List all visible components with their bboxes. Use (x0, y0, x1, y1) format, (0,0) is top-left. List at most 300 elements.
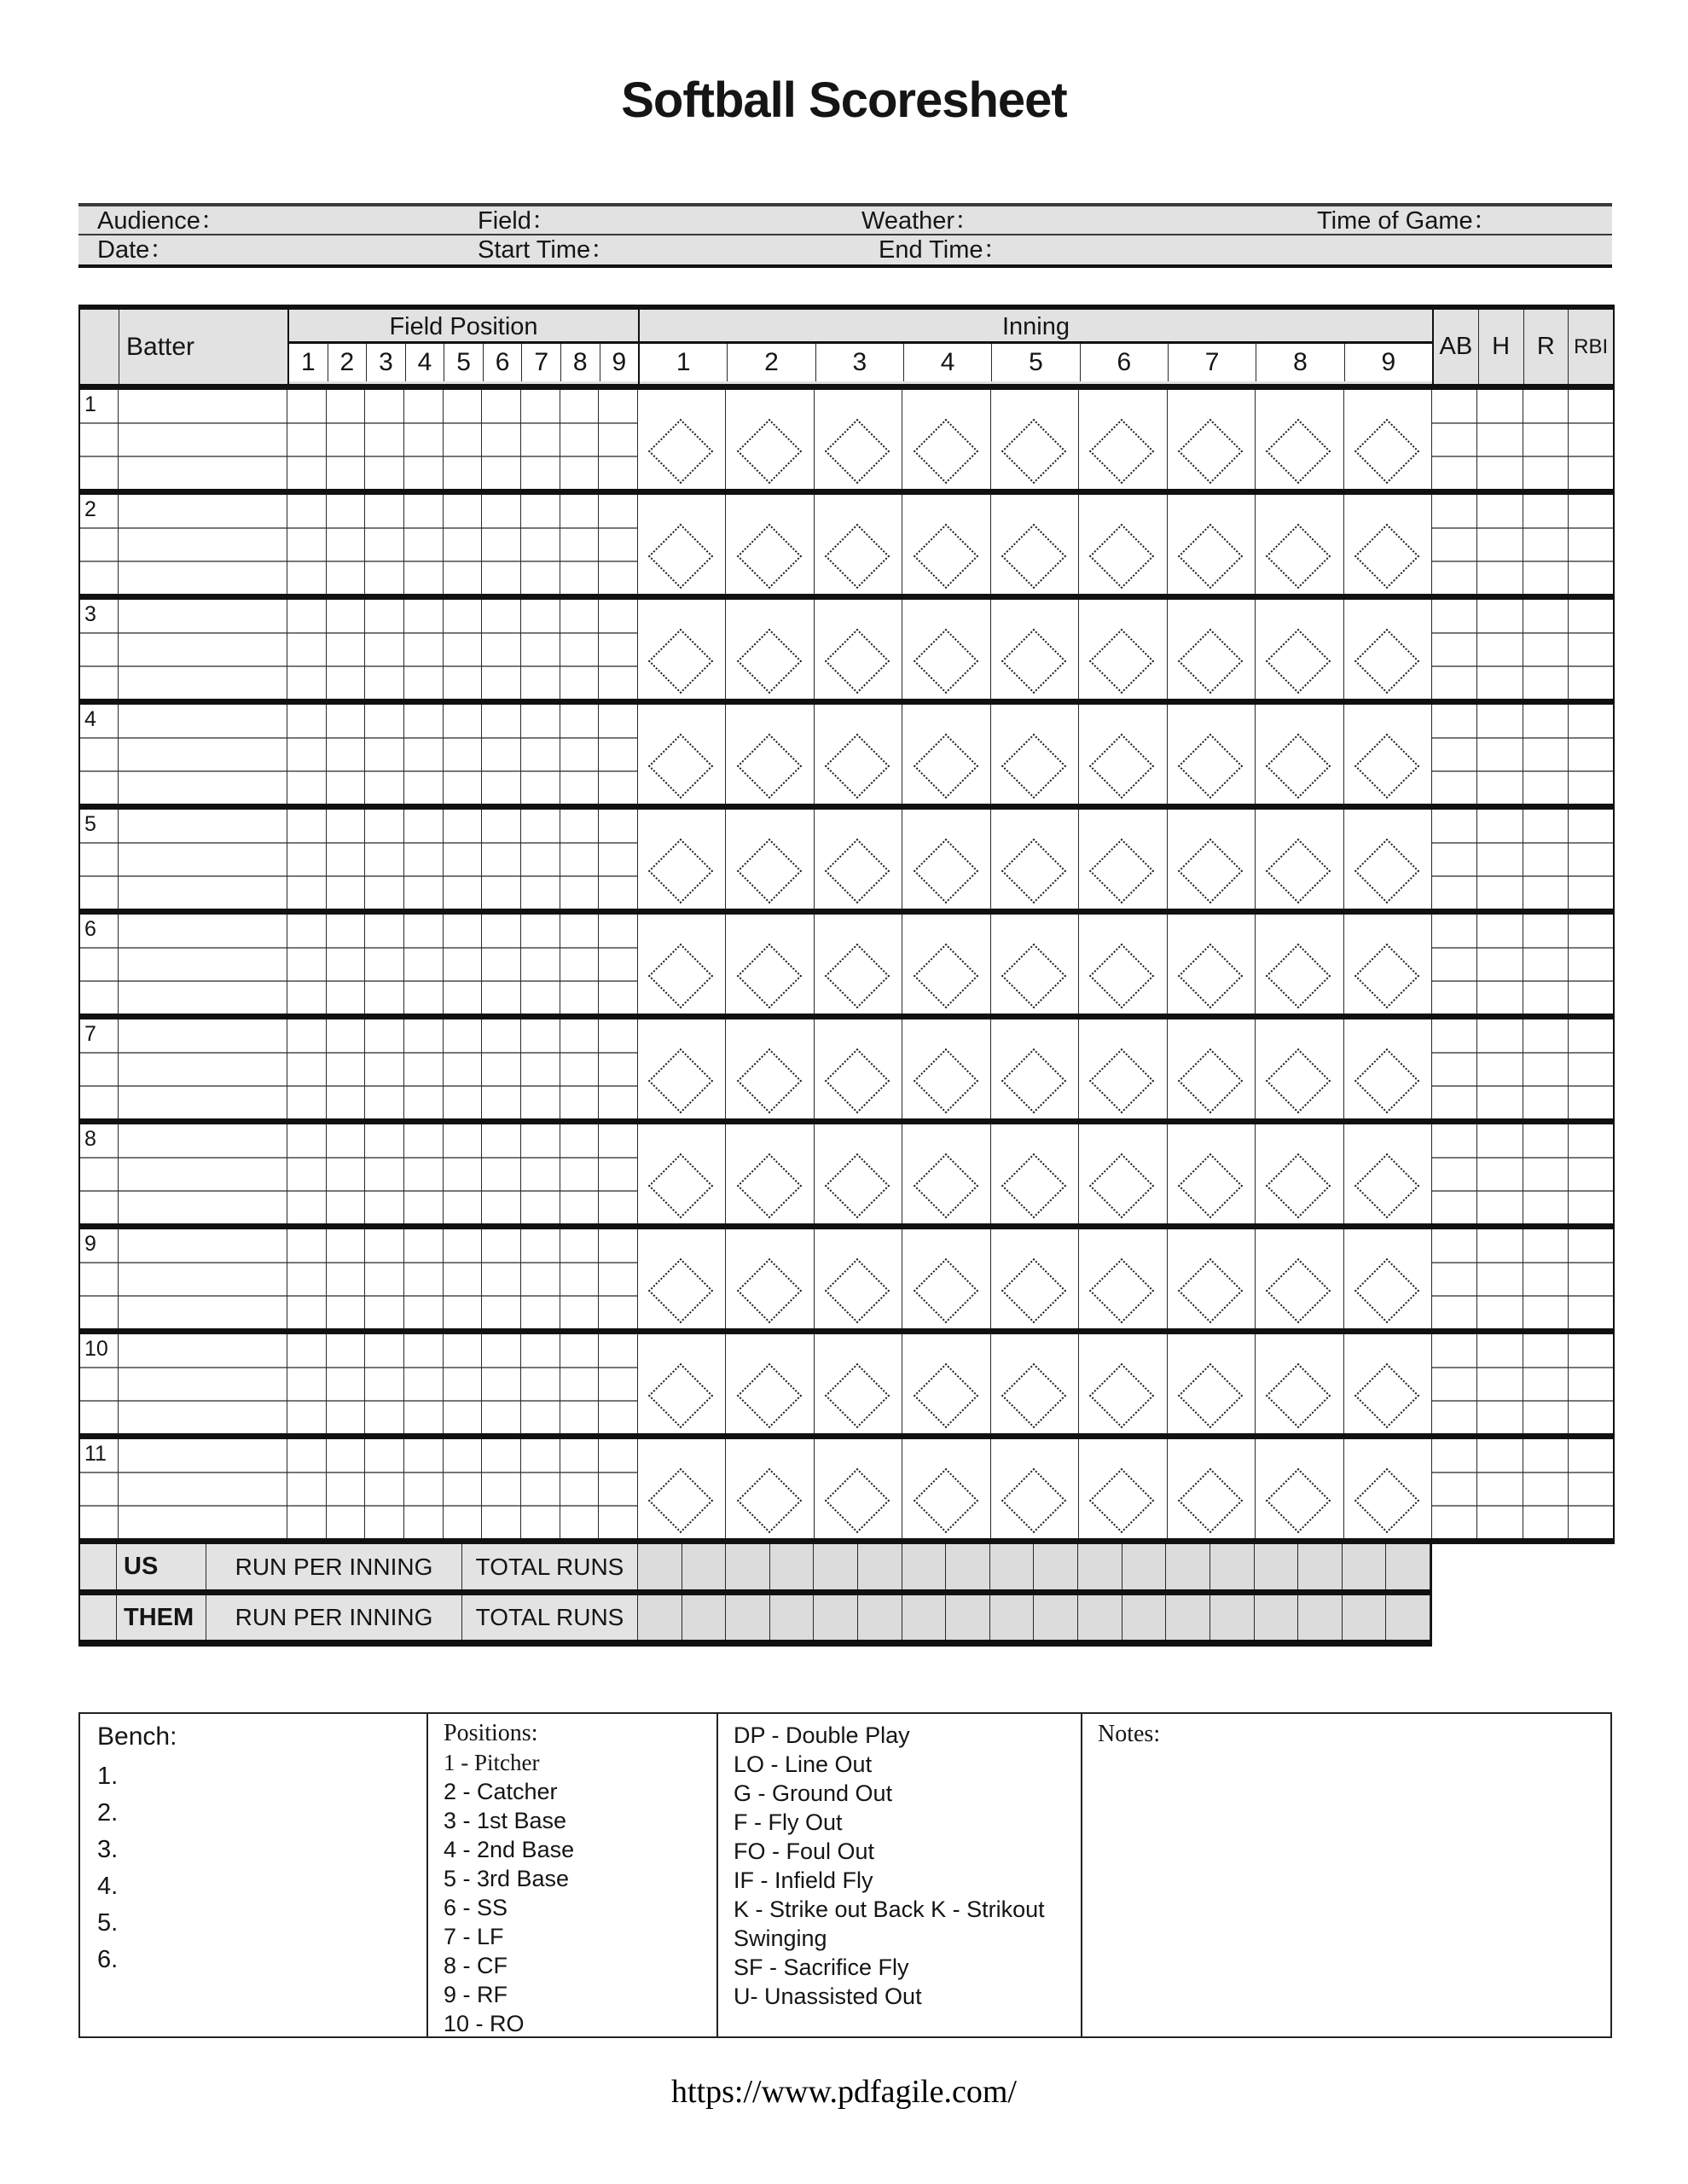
stat-cell-r[interactable] (1523, 1439, 1569, 1538)
inning-cell[interactable] (726, 705, 814, 804)
batter-name-cell[interactable] (119, 1124, 287, 1223)
field-position-cell[interactable] (444, 1439, 483, 1538)
batter-name-cell[interactable] (119, 810, 287, 909)
stat-cell-ab[interactable] (1432, 705, 1477, 804)
field-position-cell[interactable] (287, 810, 327, 909)
run-cell[interactable] (1298, 1544, 1343, 1589)
run-cell[interactable] (1078, 1595, 1122, 1640)
field-position-cell[interactable] (327, 1229, 366, 1328)
inning-cell[interactable] (1256, 705, 1343, 804)
batter-name-cell[interactable] (119, 1019, 287, 1118)
inning-cell[interactable] (726, 495, 814, 594)
field-position-cell[interactable] (287, 495, 327, 594)
inning-cell[interactable] (991, 915, 1079, 1014)
stat-cell-rbi[interactable] (1569, 1334, 1613, 1433)
inning-cell[interactable] (726, 600, 814, 699)
field-position-cell[interactable] (327, 810, 366, 909)
stat-cell-rbi[interactable] (1569, 1229, 1613, 1328)
field-position-cell[interactable] (521, 495, 560, 594)
stat-cell-ab[interactable] (1432, 600, 1477, 699)
stat-cell-h[interactable] (1477, 705, 1523, 804)
field-position-cell[interactable] (560, 1124, 600, 1223)
field-position-cell[interactable] (560, 810, 600, 909)
inning-cell[interactable] (815, 600, 902, 699)
field-position-cell[interactable] (404, 1334, 444, 1433)
field-position-cell[interactable] (560, 1439, 600, 1538)
field-position-cell[interactable] (444, 1229, 483, 1328)
inning-cell[interactable] (726, 1019, 814, 1118)
run-cell[interactable] (726, 1544, 770, 1589)
field-position-cell[interactable] (365, 1124, 404, 1223)
field-position-cell[interactable] (599, 810, 638, 909)
field-position-cell[interactable] (404, 495, 444, 594)
inning-cell[interactable] (638, 390, 726, 489)
inning-cell[interactable] (638, 810, 726, 909)
inning-cell[interactable] (1168, 600, 1256, 699)
field-position-cell[interactable] (521, 390, 560, 489)
inning-cell[interactable] (1168, 1439, 1256, 1538)
inning-cell[interactable] (902, 1439, 990, 1538)
field-position-cell[interactable] (404, 1124, 444, 1223)
field-position-cell[interactable] (404, 915, 444, 1014)
field-position-cell[interactable] (327, 915, 366, 1014)
inning-cell[interactable] (902, 705, 990, 804)
stat-cell-r[interactable] (1523, 810, 1569, 909)
stat-cell-r[interactable] (1523, 390, 1569, 489)
run-cell[interactable] (858, 1595, 902, 1640)
run-cell[interactable] (946, 1544, 990, 1589)
inning-cell[interactable] (902, 810, 990, 909)
field-position-cell[interactable] (444, 1019, 483, 1118)
field-position-cell[interactable] (482, 1334, 521, 1433)
field-position-cell[interactable] (560, 495, 600, 594)
inning-cell[interactable] (1079, 915, 1167, 1014)
run-cell[interactable] (682, 1595, 727, 1640)
field-position-cell[interactable] (599, 705, 638, 804)
inning-cell[interactable] (902, 600, 990, 699)
batter-name-cell[interactable] (119, 915, 287, 1014)
inning-cell[interactable] (1256, 1019, 1343, 1118)
inning-cell[interactable] (1079, 1124, 1167, 1223)
inning-cell[interactable] (1079, 390, 1167, 489)
field-position-cell[interactable] (599, 600, 638, 699)
bench-item[interactable]: 2. (97, 1799, 119, 1827)
inning-cell[interactable] (991, 1019, 1079, 1118)
stat-cell-h[interactable] (1477, 1019, 1523, 1118)
inning-cell[interactable] (815, 1439, 902, 1538)
run-cell[interactable] (1210, 1544, 1255, 1589)
inning-cell[interactable] (726, 810, 814, 909)
stat-cell-rbi[interactable] (1569, 1439, 1613, 1538)
field-position-cell[interactable] (444, 915, 483, 1014)
bench-item[interactable]: 6. (97, 1946, 119, 1973)
stat-cell-h[interactable] (1477, 600, 1523, 699)
inning-cell[interactable] (815, 915, 902, 1014)
inning-cell[interactable] (726, 1439, 814, 1538)
run-cell[interactable] (946, 1595, 990, 1640)
inning-cell[interactable] (638, 915, 726, 1014)
run-cell[interactable] (1298, 1595, 1343, 1640)
run-cell[interactable] (1166, 1595, 1210, 1640)
field-position-cell[interactable] (599, 390, 638, 489)
field-position-cell[interactable] (482, 390, 521, 489)
inning-cell[interactable] (1344, 495, 1432, 594)
inning-cell[interactable] (815, 705, 902, 804)
inning-cell[interactable] (1168, 705, 1256, 804)
field-position-cell[interactable] (521, 1229, 560, 1328)
stat-cell-r[interactable] (1523, 600, 1569, 699)
field-position-cell[interactable] (365, 600, 404, 699)
field-position-cell[interactable] (287, 915, 327, 1014)
stat-cell-h[interactable] (1477, 1439, 1523, 1538)
field-position-cell[interactable] (560, 1229, 600, 1328)
field-position-cell[interactable] (444, 705, 483, 804)
inning-cell[interactable] (638, 1439, 726, 1538)
batter-name-cell[interactable] (119, 495, 287, 594)
field-position-cell[interactable] (327, 600, 366, 699)
stat-cell-ab[interactable] (1432, 915, 1477, 1014)
run-cell[interactable] (814, 1595, 858, 1640)
run-cell[interactable] (858, 1544, 902, 1589)
field-position-cell[interactable] (560, 600, 600, 699)
inning-cell[interactable] (902, 390, 990, 489)
batter-number-cell: 8 (80, 1124, 119, 1223)
inning-cell[interactable] (638, 1124, 726, 1223)
field-position-cell[interactable] (365, 1229, 404, 1328)
field-position-cell[interactable] (482, 600, 521, 699)
inning-cell[interactable] (726, 1334, 814, 1433)
stat-cell-r[interactable] (1523, 1124, 1569, 1223)
inning-cell[interactable] (1344, 705, 1432, 804)
field-position-cell[interactable] (599, 495, 638, 594)
run-cell[interactable] (1166, 1544, 1210, 1589)
inning-cell[interactable] (991, 495, 1079, 594)
run-cell[interactable] (682, 1544, 727, 1589)
inning-cell[interactable] (1079, 1439, 1167, 1538)
inning-cell[interactable] (991, 1229, 1079, 1328)
inning-cell[interactable] (638, 1019, 726, 1118)
field-position-cell[interactable] (521, 915, 560, 1014)
inning-cell[interactable] (1256, 1439, 1343, 1538)
run-cell[interactable] (1078, 1544, 1122, 1589)
inning-cell[interactable] (638, 1334, 726, 1433)
stat-cell-rbi[interactable] (1569, 495, 1613, 594)
run-cell[interactable] (1343, 1595, 1387, 1640)
field-position-cell[interactable] (365, 915, 404, 1014)
run-cell[interactable] (726, 1595, 770, 1640)
inning-cell[interactable] (902, 915, 990, 1014)
field-position-cell[interactable] (444, 1334, 483, 1433)
field-position-cell[interactable] (327, 1019, 366, 1118)
inning-cell[interactable] (902, 1229, 990, 1328)
inning-cell[interactable] (1344, 1019, 1432, 1118)
field-position-cell[interactable] (482, 1124, 521, 1223)
inning-cell[interactable] (902, 1124, 990, 1223)
inning-cell[interactable] (991, 390, 1079, 489)
inning-cell[interactable] (815, 810, 902, 909)
run-cell[interactable] (638, 1595, 682, 1640)
field-position-cell[interactable] (444, 390, 483, 489)
stat-cell-r[interactable] (1523, 1019, 1569, 1118)
run-cell[interactable] (1034, 1544, 1078, 1589)
inning-cell[interactable] (1344, 1334, 1432, 1433)
field-position-cell[interactable] (287, 705, 327, 804)
stat-cell-ab[interactable] (1432, 390, 1477, 489)
field-position-cell[interactable] (404, 1439, 444, 1538)
field-position-cell[interactable] (599, 915, 638, 1014)
batter-name-cell[interactable] (119, 705, 287, 804)
run-cell[interactable] (1255, 1544, 1299, 1589)
run-cell[interactable] (902, 1544, 947, 1589)
stat-cell-h[interactable] (1477, 1229, 1523, 1328)
stat-cell-ab[interactable] (1432, 1439, 1477, 1538)
inning-cell[interactable] (1168, 495, 1256, 594)
inning-cell[interactable] (1344, 1439, 1432, 1538)
field-position-cell[interactable] (560, 390, 600, 489)
inning-cell[interactable] (1344, 810, 1432, 909)
inning-cell[interactable] (1168, 390, 1256, 489)
run-cell[interactable] (770, 1544, 815, 1589)
run-cell[interactable] (1122, 1544, 1167, 1589)
field-position-cell[interactable] (365, 1439, 404, 1538)
field-position-cell[interactable] (287, 1439, 327, 1538)
inning-cell[interactable] (902, 1334, 990, 1433)
position-item: 5 - 3rd Base (444, 1866, 570, 1891)
inning-cell[interactable] (1079, 705, 1167, 804)
field-position-cell[interactable] (482, 1019, 521, 1118)
inning-cell[interactable] (815, 1124, 902, 1223)
inning-cell[interactable] (1344, 390, 1432, 489)
stat-cell-r[interactable] (1523, 1229, 1569, 1328)
stat-cell-ab[interactable] (1432, 1229, 1477, 1328)
field-position-cell[interactable] (365, 810, 404, 909)
field-position-cell[interactable] (599, 1439, 638, 1538)
stat-cell-rbi[interactable] (1569, 600, 1613, 699)
inning-cell[interactable] (1168, 1019, 1256, 1118)
run-cell[interactable] (1122, 1595, 1167, 1640)
stat-cell-r[interactable] (1523, 1334, 1569, 1433)
inning-cell[interactable] (1256, 915, 1343, 1014)
field-position-cell[interactable] (482, 1439, 521, 1538)
stat-cell-h[interactable] (1477, 1334, 1523, 1433)
field-position-cell[interactable] (521, 1019, 560, 1118)
field-position-cell[interactable] (287, 1229, 327, 1328)
inning-cell[interactable] (815, 1019, 902, 1118)
inning-cell[interactable] (1344, 1229, 1432, 1328)
field-position-cell[interactable] (444, 600, 483, 699)
field-position-cell[interactable] (365, 1334, 404, 1433)
stat-cell-h[interactable] (1477, 1124, 1523, 1223)
field-position-cell[interactable] (482, 915, 521, 1014)
inning-cell[interactable] (726, 1229, 814, 1328)
stat-cell-r[interactable] (1523, 705, 1569, 804)
inning-cell[interactable] (1079, 1019, 1167, 1118)
field-position-cell[interactable] (444, 495, 483, 594)
field-position-cell[interactable] (327, 390, 366, 489)
field-position-cell[interactable] (599, 1124, 638, 1223)
inning-cell[interactable] (1256, 1124, 1343, 1223)
inning-cell[interactable] (815, 1229, 902, 1328)
field-position-cell[interactable] (365, 495, 404, 594)
inning-cell[interactable] (1079, 600, 1167, 699)
inning-cell[interactable] (815, 1334, 902, 1433)
inning-cell[interactable] (1079, 495, 1167, 594)
field-position-cell[interactable] (365, 705, 404, 804)
inning-cell[interactable] (1168, 915, 1256, 1014)
inning-cell[interactable] (1168, 1229, 1256, 1328)
field-position-cell[interactable] (327, 1334, 366, 1433)
field-position-cell[interactable] (521, 600, 560, 699)
field-position-cell[interactable] (560, 705, 600, 804)
field-position-cell[interactable] (521, 705, 560, 804)
inning-cell[interactable] (1079, 1229, 1167, 1328)
run-cell[interactable] (990, 1544, 1035, 1589)
inning-cell[interactable] (1256, 1229, 1343, 1328)
field-position-cell[interactable] (521, 1124, 560, 1223)
batter-name-cell[interactable] (119, 390, 287, 489)
run-cell[interactable] (1034, 1595, 1078, 1640)
batter-name-cell[interactable] (119, 1334, 287, 1433)
bench-item[interactable]: 4. (97, 1873, 119, 1900)
inning-cell[interactable] (726, 1124, 814, 1223)
bench-item[interactable]: 3. (97, 1836, 119, 1863)
inning-cell[interactable] (991, 810, 1079, 909)
stat-cell-rbi[interactable] (1569, 810, 1613, 909)
field-position-cell[interactable] (521, 810, 560, 909)
inning-cell[interactable] (1079, 1334, 1167, 1433)
inning-cell[interactable] (1256, 600, 1343, 699)
field-position-cell[interactable] (365, 390, 404, 489)
inning-cell[interactable] (638, 1229, 726, 1328)
batter-name-cell[interactable] (119, 600, 287, 699)
field-position-cell[interactable] (482, 495, 521, 594)
batter-name-cell[interactable] (119, 1229, 287, 1328)
inning-cell[interactable] (1256, 810, 1343, 909)
field-position-cell[interactable] (521, 1334, 560, 1433)
inning-cell[interactable] (991, 600, 1079, 699)
field-position-cell[interactable] (599, 1019, 638, 1118)
inning-cell[interactable] (991, 1124, 1079, 1223)
inning-cell[interactable] (991, 1334, 1079, 1433)
field-position-cell[interactable] (327, 1439, 366, 1538)
stat-cell-ab[interactable] (1432, 1019, 1477, 1118)
run-cell[interactable] (990, 1595, 1035, 1640)
field-position-cell[interactable] (444, 1124, 483, 1223)
stat-cell-h[interactable] (1477, 915, 1523, 1014)
inning-cell[interactable] (1256, 390, 1343, 489)
run-cell[interactable] (1386, 1595, 1430, 1640)
notes-section[interactable] (1098, 1721, 1592, 2036)
field-position-cell[interactable] (287, 1124, 327, 1223)
run-cell[interactable] (1386, 1544, 1430, 1589)
inning-cell[interactable] (638, 600, 726, 699)
field-position-cell[interactable] (560, 915, 600, 1014)
stat-cell-r[interactable] (1523, 915, 1569, 1014)
field-position-cell[interactable] (404, 1229, 444, 1328)
inning-cell[interactable] (815, 390, 902, 489)
bench-item[interactable]: 5. (97, 1909, 119, 1937)
inning-cell[interactable] (902, 1019, 990, 1118)
field-position-cell[interactable] (404, 810, 444, 909)
inning-cell[interactable] (638, 495, 726, 594)
game-info-row-1[interactable] (78, 206, 1612, 235)
stat-cell-rbi[interactable] (1569, 1019, 1613, 1118)
field-position-cell[interactable] (287, 390, 327, 489)
field-position-cell[interactable] (560, 1334, 600, 1433)
field-position-cell[interactable] (444, 810, 483, 909)
stat-cell-h[interactable] (1477, 810, 1523, 909)
inning-cell[interactable] (638, 705, 726, 804)
inning-cell[interactable] (1168, 810, 1256, 909)
field-position-cell[interactable] (365, 1019, 404, 1118)
field-position-cell[interactable] (404, 705, 444, 804)
field-position-cell[interactable] (327, 1124, 366, 1223)
field-position-cell[interactable] (482, 810, 521, 909)
field-position-cell[interactable] (287, 1019, 327, 1118)
stat-cell-rbi[interactable] (1569, 705, 1613, 804)
run-cell[interactable] (1255, 1595, 1299, 1640)
stat-cell-ab[interactable] (1432, 1334, 1477, 1433)
inning-cell[interactable] (1344, 600, 1432, 699)
stat-cell-ab[interactable] (1432, 810, 1477, 909)
inning-cell[interactable] (1168, 1334, 1256, 1433)
field-position-cell[interactable] (327, 705, 366, 804)
run-cell[interactable] (1343, 1544, 1387, 1589)
game-info-row-2[interactable] (78, 235, 1612, 264)
inning-cell[interactable] (1344, 1124, 1432, 1223)
run-cell[interactable] (638, 1544, 682, 1589)
field-position-cell[interactable] (482, 705, 521, 804)
stat-cell-ab[interactable] (1432, 1124, 1477, 1223)
run-cell[interactable] (814, 1544, 858, 1589)
inning-cell[interactable] (991, 1439, 1079, 1538)
inning-cell[interactable] (1256, 1334, 1343, 1433)
stat-cell-rbi[interactable] (1569, 915, 1613, 1014)
stat-cell-rbi[interactable] (1569, 390, 1613, 489)
stat-cell-ab[interactable] (1432, 495, 1477, 594)
field-position-cell[interactable] (287, 600, 327, 699)
field-position-cell[interactable] (560, 1019, 600, 1118)
inning-cell[interactable] (726, 915, 814, 1014)
run-cell[interactable] (770, 1595, 815, 1640)
field-position-cell[interactable] (521, 1439, 560, 1538)
field-position-cell[interactable] (599, 1229, 638, 1328)
run-cell[interactable] (902, 1595, 947, 1640)
batter-name-cell[interactable] (119, 1439, 287, 1538)
inning-cell[interactable] (726, 390, 814, 489)
inning-cell[interactable] (902, 495, 990, 594)
stat-cell-rbi[interactable] (1569, 1124, 1613, 1223)
stat-cell-h[interactable] (1477, 495, 1523, 594)
field-position-cell[interactable] (404, 1019, 444, 1118)
run-cell[interactable] (1210, 1595, 1255, 1640)
field-position-cell[interactable] (287, 1334, 327, 1433)
inning-cell[interactable] (991, 705, 1079, 804)
inning-cell[interactable] (1079, 810, 1167, 909)
field-position-cell[interactable] (482, 1229, 521, 1328)
inning-cell[interactable] (1168, 1124, 1256, 1223)
inning-cell[interactable] (1344, 915, 1432, 1014)
field-position-cell[interactable] (404, 600, 444, 699)
stat-cell-h[interactable] (1477, 390, 1523, 489)
stat-cell-r[interactable] (1523, 495, 1569, 594)
inning-cell[interactable] (815, 495, 902, 594)
field-position-cell[interactable] (599, 1334, 638, 1433)
field-position-cell[interactable] (404, 390, 444, 489)
field-position-cell[interactable] (327, 495, 366, 594)
bench-item[interactable]: 1. (97, 1763, 119, 1790)
inning-cell[interactable] (1256, 495, 1343, 594)
